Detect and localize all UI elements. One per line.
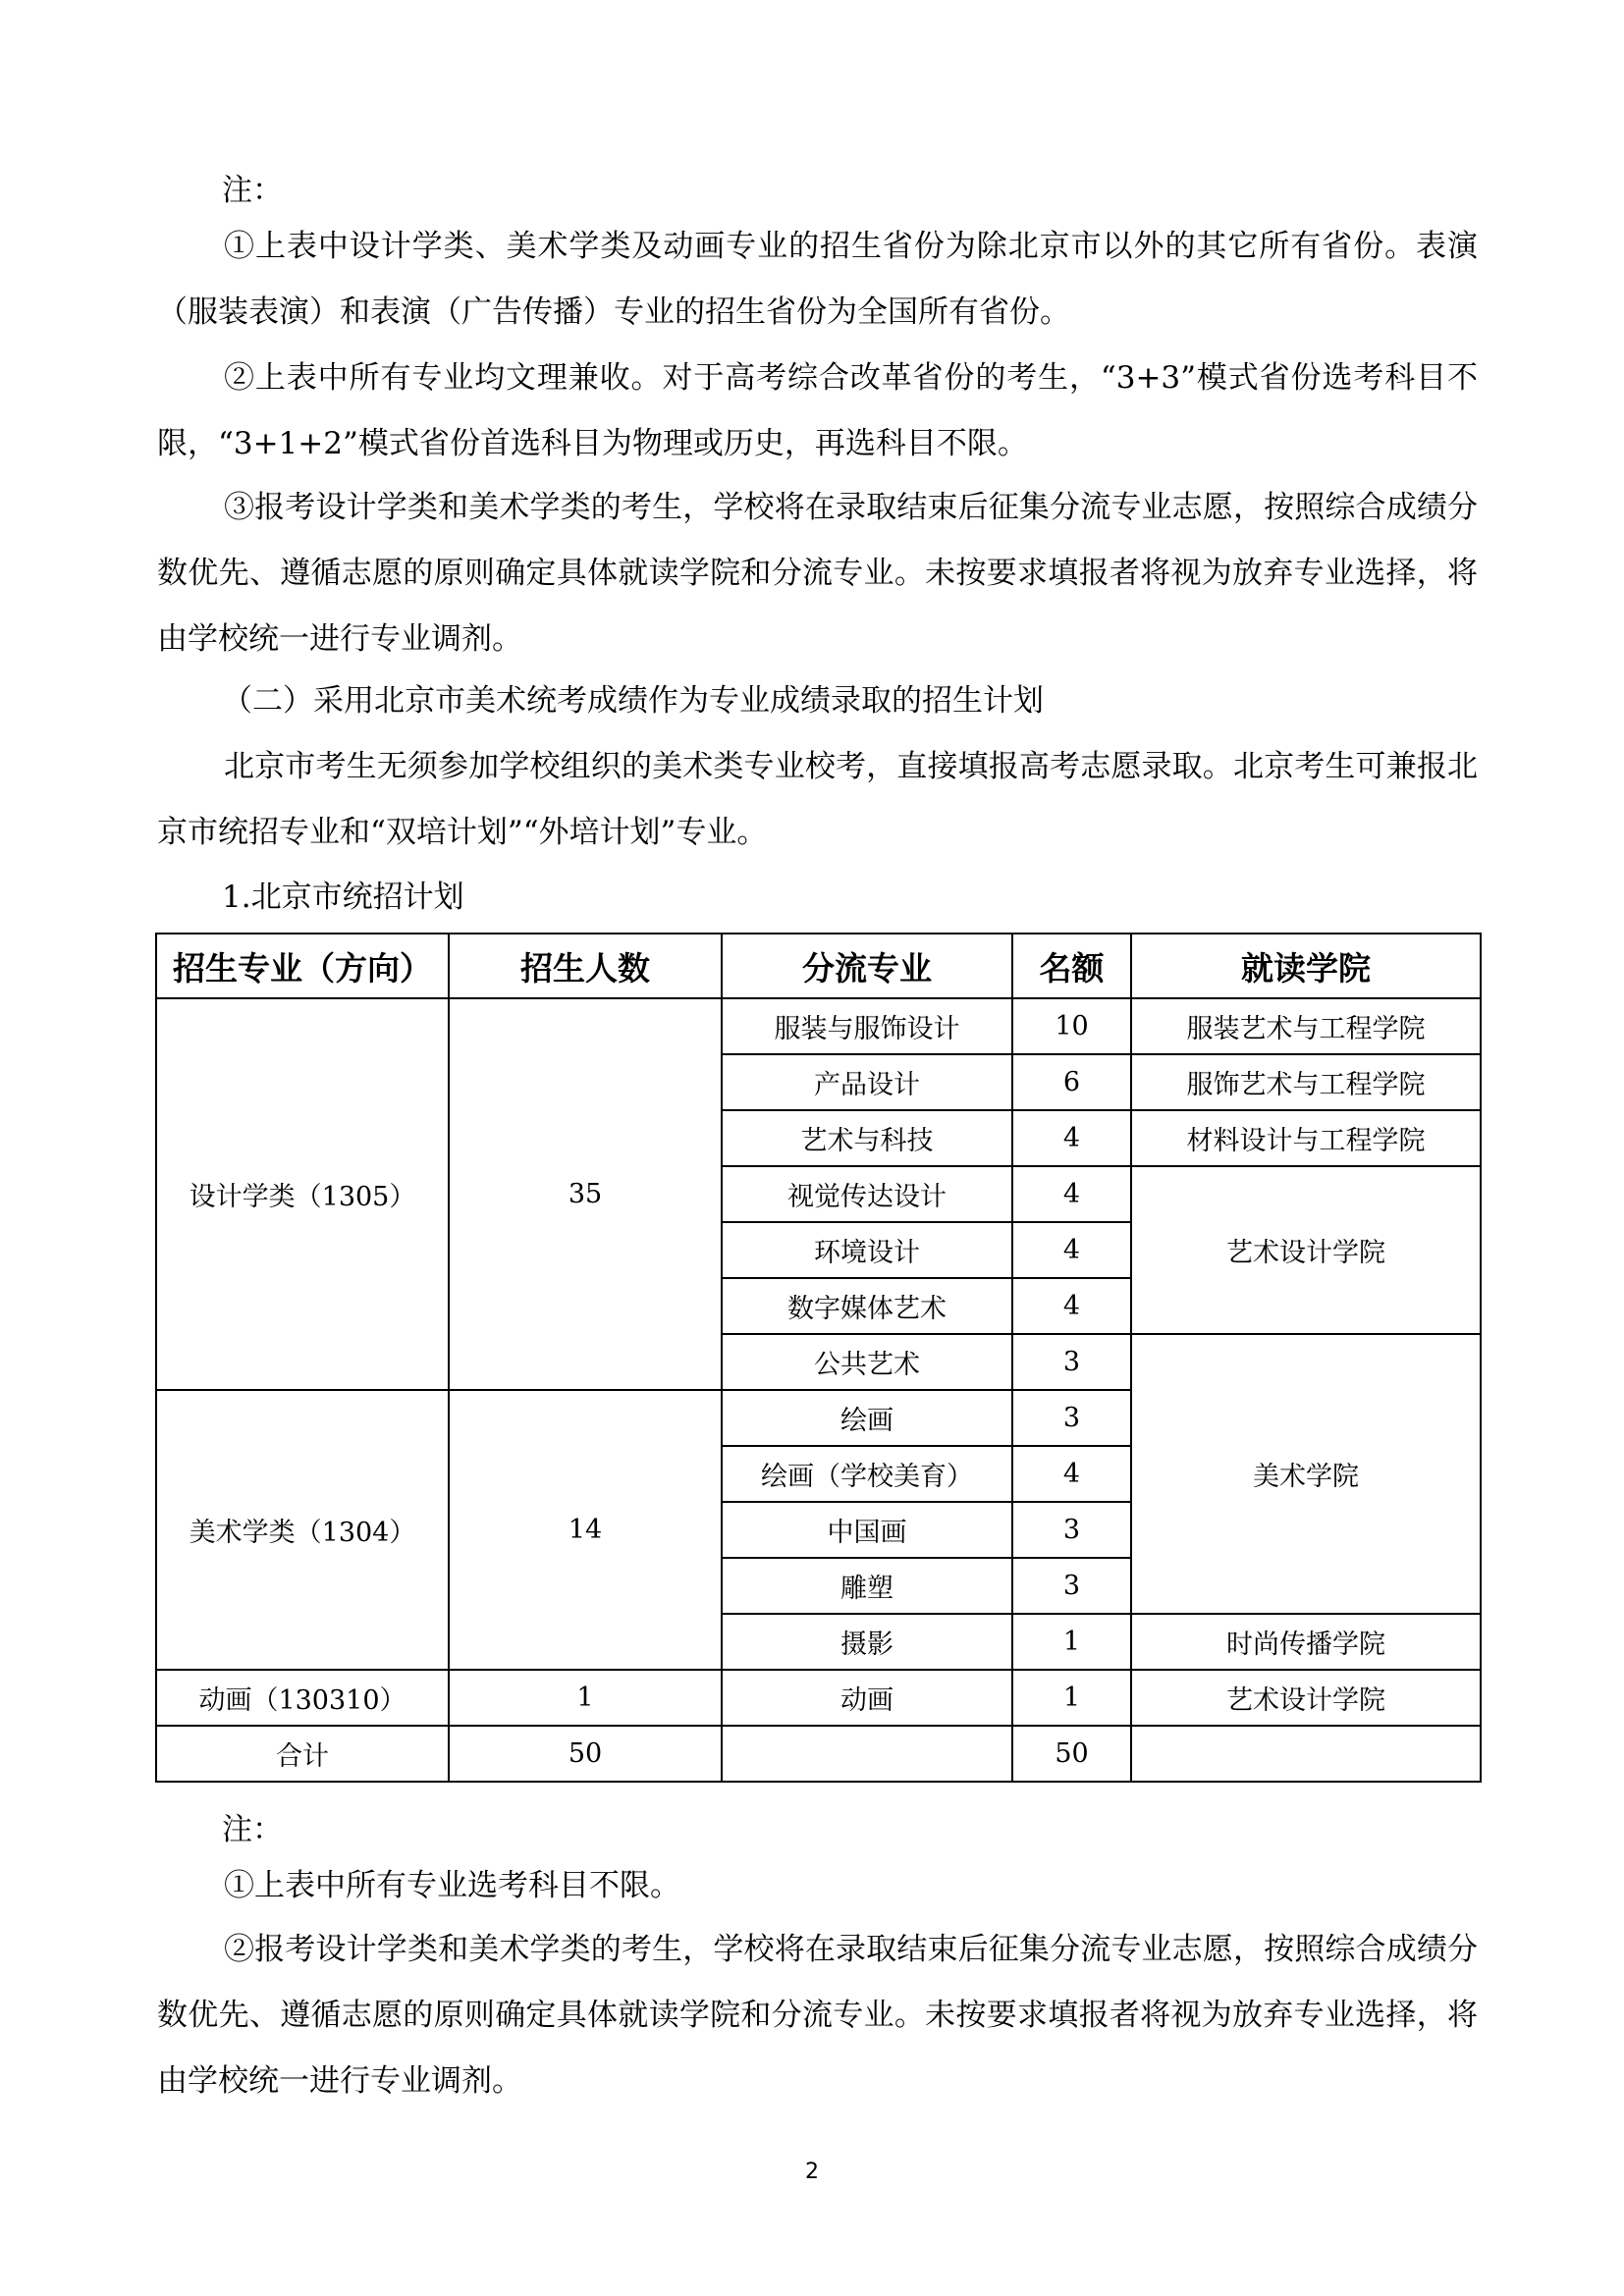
total-empty-cell [1131, 1726, 1481, 1782]
sub-major-cell: 服装与服饰设计 [722, 998, 1012, 1054]
quota-cell: 3 [1012, 1558, 1131, 1614]
total-quota: 50 [1012, 1726, 1131, 1782]
sub-major-cell: 绘画 [722, 1390, 1012, 1446]
count-cell: 35 [449, 998, 722, 1390]
sub-major-cell: 中国画 [722, 1502, 1012, 1558]
quota-cell: 6 [1012, 1054, 1131, 1110]
college-cell: 服饰艺术与工程学院 [1131, 1054, 1481, 1110]
table-total-row [156, 1726, 1481, 1782]
sub-major-cell: 公共艺术 [722, 1334, 1012, 1390]
major-cell: 设计学类（1305） [156, 998, 449, 1390]
note-2-item-2: ②报考设计学类和美术学类的考生，学校将在录取结束后征集分流专业志愿，按照综合成绩分数优先、遵循志愿的原则确定具体就读学院和分流专业。未按要求填报者将视为放弃专业选择，将由学校统一进行专业调剂。 [157, 1932, 1478, 2099]
quota-cell: 4 [1012, 1166, 1131, 1222]
sub-major-cell: 艺术与科技 [722, 1110, 1012, 1166]
sub-major-cell: 数字媒体艺术 [722, 1278, 1012, 1334]
college-cell: 艺术设计学院 [1131, 1670, 1481, 1726]
section-2-intro: 北京市考生无须参加学校组织的美术类专业校考，直接填报高考志愿录取。北京考生可兼报北京市统招专业和“双培计划”“外培计划”专业。 [157, 749, 1478, 850]
quota-cell: 3 [1012, 1502, 1131, 1558]
sub-major-cell: 产品设计 [722, 1054, 1012, 1110]
header-sub-major: 分流专业 [722, 934, 1012, 998]
college-cell: 服装艺术与工程学院 [1131, 998, 1481, 1054]
table-row [156, 1670, 1481, 1726]
quota-cell: 3 [1012, 1334, 1131, 1390]
section-2-subtitle: 1.北京市统招计划 [222, 880, 464, 915]
section-2-title: （二）采用北京市美术统考成绩作为专业成绩录取的招生计划 [222, 683, 1044, 719]
note-1-item-3: ③报考设计学类和美术学类的考生，学校将在录取结束后征集分流专业志愿，按照综合成绩分数优先、遵循志愿的原则确定具体就读学院和分流专业。未按要求填报者将视为放弃专业选择，将由学校统一进行专业调剂。 [157, 490, 1478, 657]
sub-major-cell: 视觉传达设计 [722, 1166, 1012, 1222]
college-cell: 艺术设计学院 [1131, 1166, 1481, 1334]
total-count: 50 [449, 1726, 722, 1782]
table-row [156, 998, 1481, 1054]
college-cell: 时尚传播学院 [1131, 1614, 1481, 1670]
college-cell: 美术学院 [1131, 1334, 1481, 1614]
count-cell: 14 [449, 1390, 722, 1670]
count-cell: 1 [449, 1670, 722, 1726]
quota-cell: 4 [1012, 1110, 1131, 1166]
note-label-1: 注： [222, 173, 283, 208]
major-cell: 美术学类（1304） [156, 1390, 449, 1670]
page-number: 2 [805, 2160, 819, 2184]
quota-cell: 10 [1012, 998, 1131, 1054]
header-count: 招生人数 [449, 934, 722, 998]
header-quota: 名额 [1012, 934, 1131, 998]
header-major: 招生专业（方向） [156, 934, 449, 998]
header-college: 就读学院 [1131, 934, 1481, 998]
total-empty-cell [722, 1726, 1012, 1782]
quota-cell: 4 [1012, 1278, 1131, 1334]
quota-cell: 1 [1012, 1670, 1131, 1726]
sub-major-cell: 绘画（学校美育） [722, 1446, 1012, 1502]
quota-cell: 4 [1012, 1446, 1131, 1502]
note-2-item-1: ①上表中所有专业选考科目不限。 [224, 1868, 680, 1903]
quota-cell: 1 [1012, 1614, 1131, 1670]
note-1-item-1: ①上表中设计学类、美术学类及动画专业的招生省份为除北京市以外的其它所有省份。表演（服装表演）和表演（广告传播）专业的招生省份为全国所有省份。 [157, 229, 1478, 330]
note-label-2: 注： [222, 1812, 283, 1847]
sub-major-cell: 雕塑 [722, 1558, 1012, 1614]
college-cell: 材料设计与工程学院 [1131, 1110, 1481, 1166]
enrollment-plan-table [155, 933, 1482, 1783]
note-1-item-2: ②上表中所有专业均文理兼收。对于高考综合改革省份的考生，“3+3”模式省份选考科目不限，“3+1+2”模式省份首选科目为物理或历史，再选科目不限。 [157, 360, 1478, 461]
sub-major-cell: 摄影 [722, 1614, 1012, 1670]
quota-cell: 3 [1012, 1390, 1131, 1446]
table-header-row [156, 934, 1481, 998]
quota-cell: 4 [1012, 1222, 1131, 1278]
total-label: 合计 [156, 1726, 449, 1782]
sub-major-cell: 动画 [722, 1670, 1012, 1726]
sub-major-cell: 环境设计 [722, 1222, 1012, 1278]
major-cell: 动画（130310） [156, 1670, 449, 1726]
